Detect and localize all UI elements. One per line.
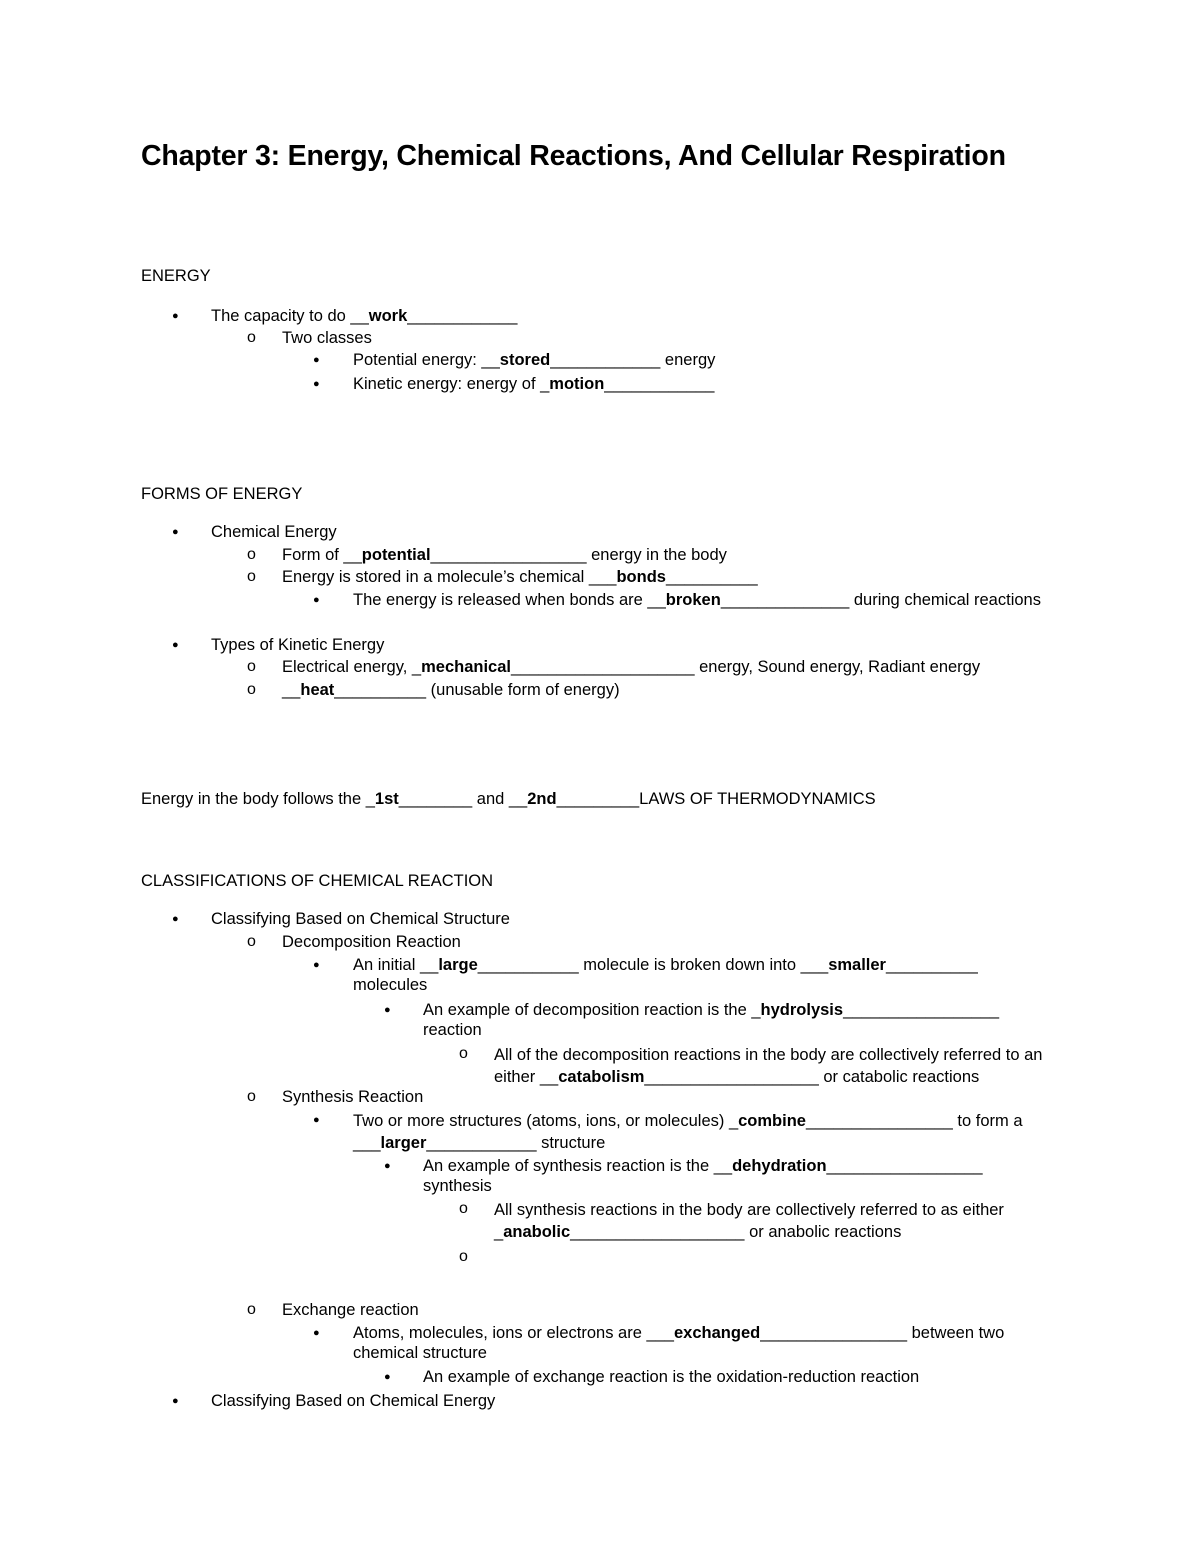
bullet-disc: ● [313,959,320,971]
bullet-circle: o [459,1045,468,1062]
form-of-potential: Form of __potential_________________ energy in the body [282,546,727,564]
page-title: Chapter 3: Energy, Chemical Reactions, And Cellular Respiration [141,140,1006,172]
bullet-circle: o [247,933,256,950]
bullet-disc: ● [384,1371,391,1383]
energy-definition: The capacity to do __work____________ [211,307,518,325]
dehydration-example: An example of synthesis reaction is the __dehydration_________________ synthesis [423,1157,983,1195]
exchange-description: Atoms, molecules, ions or electrons are ___exchanged________________ between two chemical structure [353,1324,1005,1362]
chemical-energy: Chemical Energy [211,523,337,541]
bullet-circle: o [247,1301,256,1318]
released-when-broken: The energy is released when bonds are __broken______________ during chemical reactions [353,591,1041,609]
bullet-disc: ● [172,639,179,651]
types-of-kinetic-energy: Types of Kinetic Energy [211,636,385,654]
hydrolysis-example: An example of decomposition reaction is the _hydrolysis_________________ reaction [423,1001,1000,1039]
thermodynamics-line: Energy in the body follows the _1st________ and __2nd_________LAWS OF THERMODYNAMICS [141,790,876,808]
bullet-circle: o [247,568,256,585]
bullet-disc: ● [172,913,179,925]
anabolic-line: All synthesis reactions in the body are collectively referred to as either _anabolic___________________ or anabolic reactions [494,1201,1004,1241]
bullet-disc: ● [313,594,320,606]
potential-energy-line: Potential energy: __stored____________ energy [353,351,716,369]
bullet-circle: o [247,681,256,698]
bullet-disc: ● [172,526,179,538]
bullet-circle: o [247,329,256,346]
catabolism-line: All of the decomposition reactions in the body are collectively referred to an either __catabolism___________________ or catabolic reactions [494,1046,1043,1086]
bullet-circle: o [247,546,256,563]
classifying-chemical-structure: Classifying Based on Chemical Structure [211,910,510,928]
bullet-disc: ● [313,378,320,390]
section-heading-forms: FORMS OF ENERGY [141,485,303,503]
bullet-circle: o [247,1088,256,1105]
kinetic-energy-line: Kinetic energy: energy of _motion____________ [353,375,715,393]
bullet-disc: ● [384,1160,391,1172]
bullet-disc: ● [313,1327,320,1339]
bullet-disc: ● [313,1114,320,1126]
decomposition-description: An initial __large___________ molecule is broken down into ___smaller__________ molecules [353,956,978,994]
oxidation-reduction-example: An example of exchange reaction is the oxidation-reduction reaction [423,1368,920,1386]
bullet-circle: o [459,1248,468,1265]
exchange-reaction: Exchange reaction [282,1301,419,1319]
decomposition-reaction: Decomposition Reaction [282,933,461,951]
section-heading-energy: ENERGY [141,267,211,285]
stored-in-bonds: Energy is stored in a molecule’s chemical ___bonds__________ [282,568,758,586]
bullet-circle: o [459,1200,468,1217]
bullet-circle: o [247,658,256,675]
synthesis-reaction: Synthesis Reaction [282,1088,424,1106]
heat-line: __heat__________ (unusable form of energy) [282,681,620,699]
two-classes: Two classes [282,329,372,347]
kinetic-types-list: Electrical energy, _mechanical____________________ energy, Sound energy, Radiant energy [282,658,981,676]
synthesis-description: Two or more structures (atoms, ions, or molecules) _combine________________ to form a ___larger____________ structure [353,1112,1023,1152]
bullet-disc: ● [172,310,179,322]
classifying-chemical-energy: Classifying Based on Chemical Energy [211,1392,496,1410]
section-heading-classifications: CLASSIFICATIONS OF CHEMICAL REACTION [141,872,494,890]
bullet-disc: ● [172,1395,179,1407]
bullet-disc: ● [313,354,320,366]
bullet-disc: ● [384,1004,391,1016]
